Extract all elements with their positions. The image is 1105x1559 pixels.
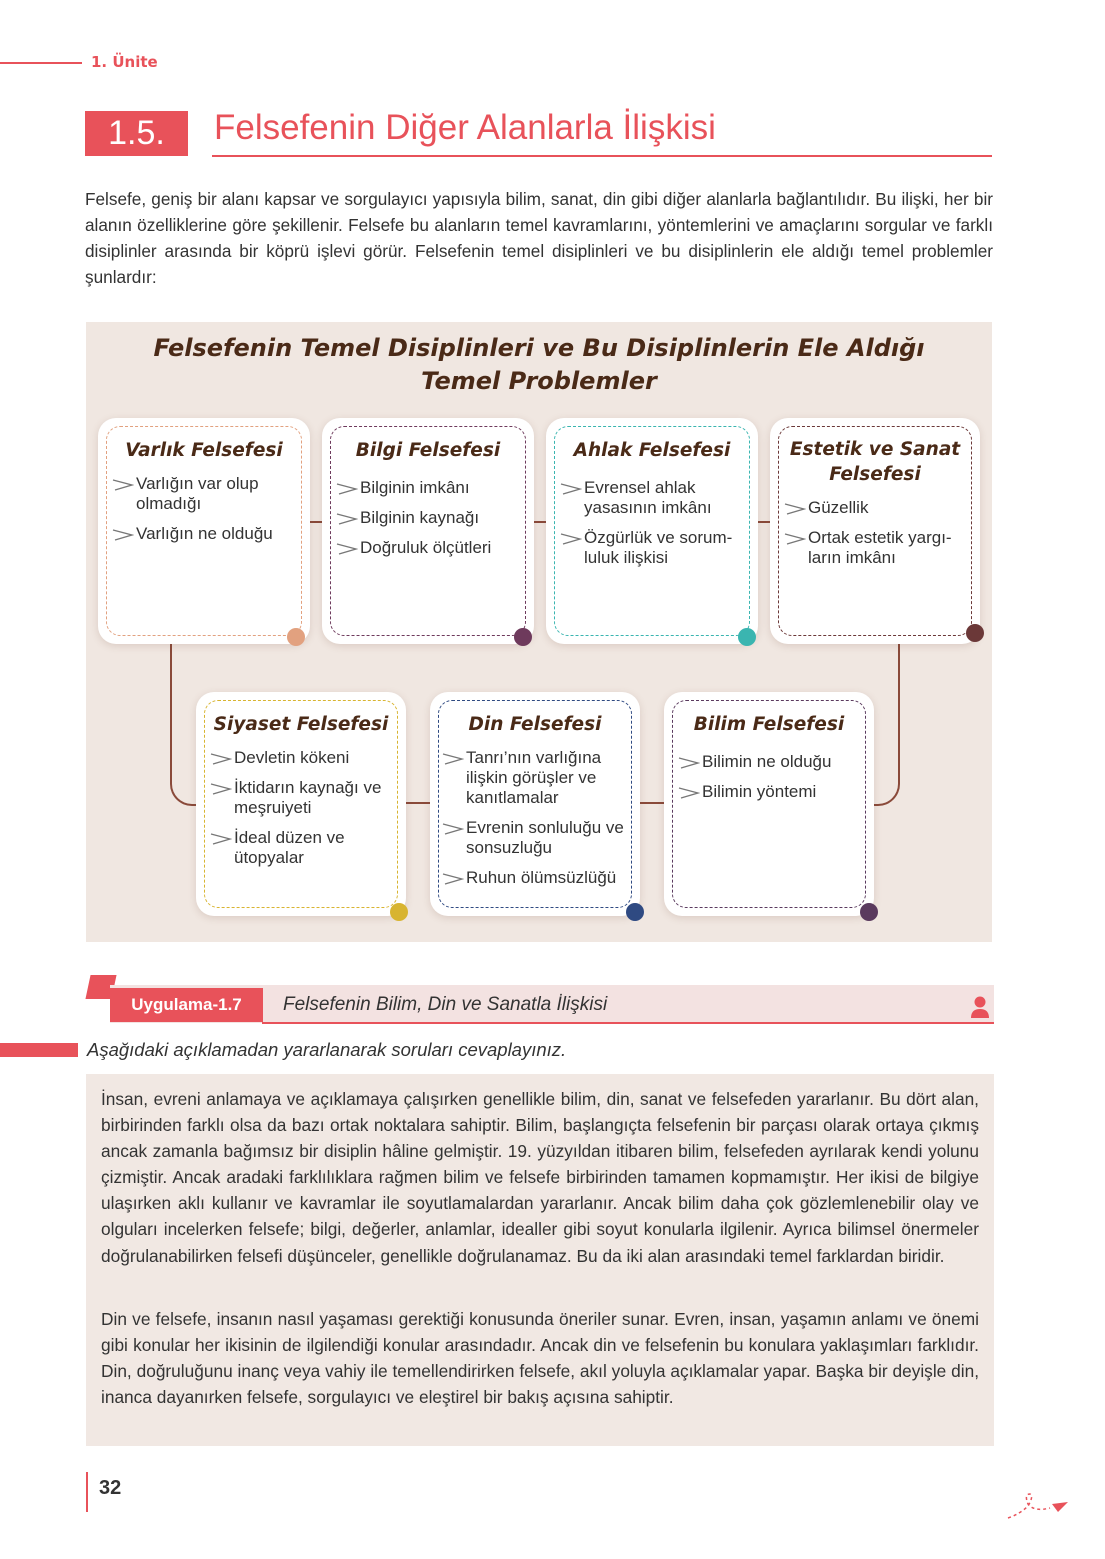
problem-item: Bilimin ne olduğu xyxy=(678,752,866,772)
problem-item: Ruhun ölümsüzlüğü xyxy=(442,868,632,888)
discipline-card xyxy=(430,692,640,916)
problem-item: Ortak estetik yargı-ların imkânı xyxy=(784,528,972,568)
color-dot xyxy=(287,628,305,646)
discipline-title: Ahlak Felsefesi xyxy=(573,440,731,461)
section-title: Felsefenin Diğer Alanlarla İlişkisi xyxy=(214,108,716,147)
intro-paragraph: Felsefe, geniş bir alanı kapsar ve sorgulayıcı yapısıyla bilim, sanat, din gibi diğer alanlarla bağlantılıdır. Bu ilişki, her bir alanın özelliklerine göre şekillenir. Felsefe bu alanların temel kavramlarını, yöntemlerini ve amaçlarını sorgular ve farklı disiplinler arasında bir köprü işlevi görür. Felsefenin temel disiplinleri ve bu disiplinlerin ele aldığı temel problemler şunlardır: xyxy=(85,189,993,287)
problem-item: Evrensel ahlak yasasının imkânı xyxy=(560,478,750,518)
discipline-card xyxy=(770,418,980,644)
problem-item: Varlığın ne olduğu xyxy=(112,524,302,544)
reading-box xyxy=(86,1074,994,1446)
page-number-rule xyxy=(86,1472,88,1512)
problem-item: Bilginin imkânı xyxy=(336,478,526,498)
arrow-icon xyxy=(336,540,358,556)
arrow-icon xyxy=(442,870,464,886)
discipline-card xyxy=(664,692,874,916)
color-dot xyxy=(966,624,984,642)
arrow-icon xyxy=(678,754,700,770)
color-dot xyxy=(514,628,532,646)
problem-item: Evrenin sonluluğu ve sonsuzluğu xyxy=(442,818,632,858)
instruction-marker xyxy=(0,1043,78,1057)
arrow-icon xyxy=(210,750,232,766)
problem-item: Tanrı’nın varlığına ilişkin görüşler ve kanıtlamalar xyxy=(442,748,632,808)
arrow-icon xyxy=(442,750,464,766)
connector xyxy=(532,521,546,523)
discipline-card xyxy=(322,418,534,644)
arrow-icon xyxy=(560,480,582,496)
problem-item: İdeal düzen ve ütopyalar xyxy=(210,828,398,868)
unit-label: 1. Ünite xyxy=(91,53,158,71)
connector xyxy=(404,802,430,804)
arrow-icon xyxy=(442,820,464,836)
page-number: 32 xyxy=(99,1477,122,1499)
discipline-title: Varlık Felsefesi xyxy=(125,440,283,461)
problem-item: Özgürlük ve sorum-luluk ilişkisi xyxy=(560,528,750,568)
uygulama-label: Uygulama-1.7 xyxy=(110,988,263,1022)
discipline-title: Bilim Felsefesi xyxy=(693,714,845,735)
arrow-icon xyxy=(336,480,358,496)
color-dot xyxy=(390,903,408,921)
arrow-icon xyxy=(784,530,806,546)
discipline-title: Bilgi Felsefesi xyxy=(355,440,501,461)
arrow-icon xyxy=(560,530,582,546)
color-dot xyxy=(626,903,644,921)
discipline-card xyxy=(546,418,758,644)
connector xyxy=(756,521,770,523)
diagram-title xyxy=(86,332,992,398)
problem-item: Doğruluk ölçütleri xyxy=(336,538,526,558)
discipline-title: Din Felsefesi xyxy=(468,714,602,735)
uygulama-title: Felsefenin Bilim, Din ve Sanatla İlişkisi xyxy=(283,994,608,1015)
diagram-title-line-1: Felsefenin Temel Disiplinleri ve Bu Disiplinlerin Ele Aldığı xyxy=(153,334,925,362)
disciplines-diagram xyxy=(86,322,992,942)
problem-item: Güzellik xyxy=(784,498,972,518)
instruction-text: Aşağıdaki açıklamadan yararlanarak soruları cevaplayınız. xyxy=(87,1039,567,1060)
arrow-icon xyxy=(210,780,232,796)
paper-plane-icon xyxy=(1000,1488,1072,1522)
connector xyxy=(170,644,198,806)
discipline-card xyxy=(98,418,310,644)
discipline-title: Siyaset Felsefesi xyxy=(213,714,389,735)
section-number: 1.5. xyxy=(85,111,188,156)
arrow-icon xyxy=(112,476,134,492)
person-icon xyxy=(970,995,990,1019)
connector xyxy=(872,644,900,806)
section-title-underline xyxy=(212,155,992,157)
arrow-icon xyxy=(210,830,232,846)
reading-paragraph-1: İnsan, evreni anlamaya ve açıklamaya çalışırken genellikle bilim, din, sanat ve felsefeden yararlanır. Bu dört alan, birbirinden farklı olsa da bazı ortak noktalara sahiptir. Bilim, başlangıçta felsefenin bir parçası olarak ortaya çıkmış ancak zamanla bağımsız bir disiplin hâline gelmiştir. 19. yüzyıldan itibaren bilim, felsefeden ayrılarak kendi yolunu çizmiştir. Ancak aradaki farklılıklara rağmen bilim ve felsefe birbirinden tamamen kopmamıştır. Her ikisi de bilgiye ulaşırken aklı kullanır ve kavramlar ile soyutlamalardan yararlanır. Ancak bilim daha çok gözlemlenebilir olay ve olguları incelerken felsefe; bilgi, değerler, anlamlar, idealler gibi soyut konularla ilgilenir. Ayrıca bilimsel önermeler doğrulanabilirken felsefi düşünceler, genellikle doğrulanamaz. Bu da iki alan arasındaki temel farklardan biridir. xyxy=(101,1089,979,1266)
problem-item: İktidarın kaynağı ve meşruiyeti xyxy=(210,778,398,818)
arrow-icon xyxy=(784,500,806,516)
unit-rule xyxy=(0,62,82,64)
reading-paragraph-2: Din ve felsefe, insanın nasıl yaşaması gerektiği konusunda öneriler sunar. Evren, insan, yaşamın anlamı ve önemi gibi konular her ikisinin de ilgilendiği konular arasındadır. Ancak din ve felsefenin bu konulara yaklaşımları farklıdır. Din, doğruluğunu inanç veya vahiy ile temellendirirken felsefe, akıl yoluyla açıklamalar yapar. Başka bir deyişle din, inanca dayanırken felsefe, sorgulayıcı ve eleştirel bir bakış açısına sahiptir. xyxy=(101,1309,979,1408)
arrow-icon xyxy=(112,526,134,542)
connector xyxy=(638,802,664,804)
problem-item: Varlığın var olup olmadığı xyxy=(112,474,302,514)
arrow-icon xyxy=(336,510,358,526)
diagram-title-line-2: Temel Problemler xyxy=(421,367,657,395)
problem-item: Bilginin kaynağı xyxy=(336,508,526,528)
discipline-title: Estetik ve Sanat Felsefesi xyxy=(789,439,961,485)
discipline-card xyxy=(196,692,406,916)
problem-item: Bilimin yöntemi xyxy=(678,782,866,802)
uygulama-underline xyxy=(262,1022,994,1024)
color-dot xyxy=(860,903,878,921)
problem-item: Devletin kökeni xyxy=(210,748,398,768)
color-dot xyxy=(738,628,756,646)
arrow-icon xyxy=(678,784,700,800)
connector xyxy=(308,521,322,523)
